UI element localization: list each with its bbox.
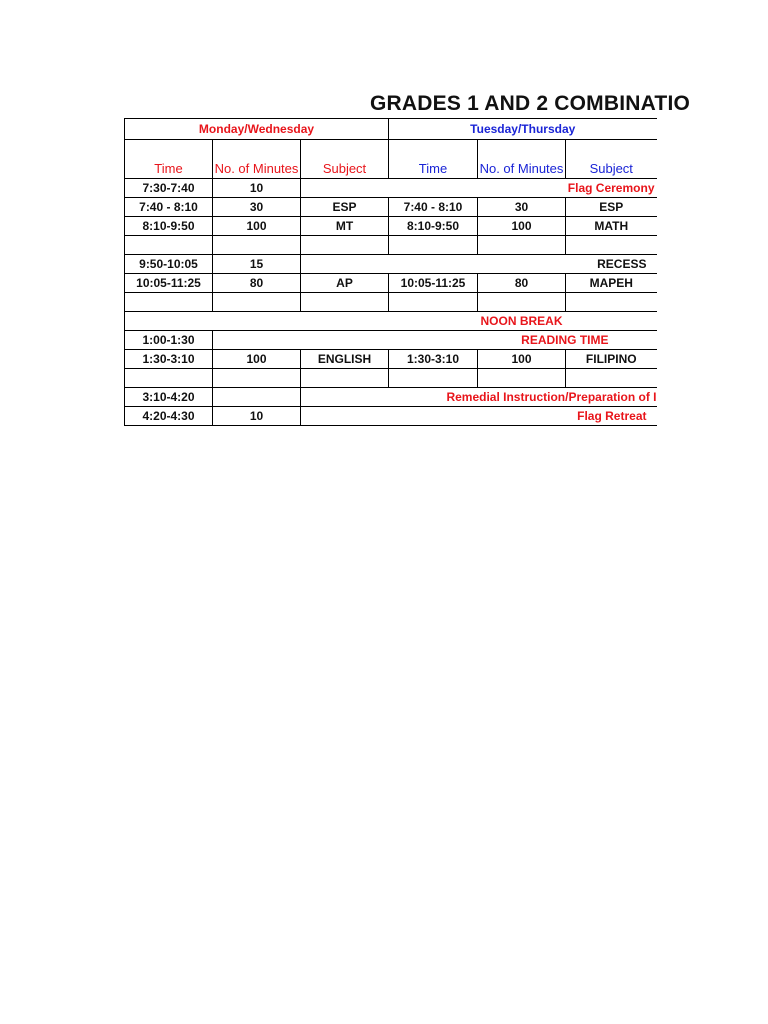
row-tt-minutes: 100 xyxy=(478,350,566,369)
row-minutes: 30 xyxy=(213,198,301,217)
table-row xyxy=(125,274,657,293)
empty-cell xyxy=(566,236,657,255)
tt-time-header: Time xyxy=(389,140,478,179)
tt-subject-header: Subject xyxy=(566,140,657,179)
reading-time-label: READING TIME xyxy=(213,331,657,350)
row-subject: MT xyxy=(301,217,389,236)
flag-ceremony-label: Flag Ceremony xyxy=(301,179,657,198)
row-tt-time: 1:30-3:10 xyxy=(389,350,478,369)
row-tt-subject: FILIPINO xyxy=(566,350,657,369)
empty-cell xyxy=(389,369,478,388)
row-tt-time: 7:40 - 8:10 xyxy=(389,198,478,217)
table-row xyxy=(125,331,657,350)
row-tt-subject: MATH xyxy=(566,217,657,236)
recess-label: RECESS xyxy=(301,255,657,274)
table-row xyxy=(125,350,657,369)
tt-minutes-header: No. of Minutes xyxy=(478,140,566,179)
flag-retreat-label: Flag Retreat xyxy=(301,407,657,426)
table-row xyxy=(125,179,657,198)
row-minutes: 15 xyxy=(213,255,301,274)
empty-cell xyxy=(125,369,213,388)
mw-time-header: Time xyxy=(125,140,213,179)
table-row xyxy=(125,255,657,274)
row-time: 1:00-1:30 xyxy=(125,331,213,350)
row-tt-time: 8:10-9:50 xyxy=(389,217,478,236)
empty-cell xyxy=(125,236,213,255)
empty-row xyxy=(125,236,657,255)
row-minutes: 80 xyxy=(213,274,301,293)
tuesday-thursday-header: Tuesday/Thursday xyxy=(389,119,657,140)
row-minutes: 100 xyxy=(213,217,301,236)
empty-cell xyxy=(301,369,389,388)
empty-cell xyxy=(213,369,301,388)
row-time: 10:05-11:25 xyxy=(125,274,213,293)
row-tt-minutes: 30 xyxy=(478,198,566,217)
row-time: 9:50-10:05 xyxy=(125,255,213,274)
table-row xyxy=(125,407,657,426)
row-minutes-empty xyxy=(213,388,301,407)
row-time: 8:10-9:50 xyxy=(125,217,213,236)
row-time: 7:40 - 8:10 xyxy=(125,198,213,217)
noon-break-label: NOON BREAK xyxy=(125,312,657,331)
empty-cell xyxy=(478,236,566,255)
table-row xyxy=(125,198,657,217)
schedule-title: GRADES 1 AND 2 COMBINATIO xyxy=(370,92,691,115)
class-schedule-table xyxy=(124,118,657,426)
empty-cell xyxy=(478,293,566,312)
monday-wednesday-header: Monday/Wednesday xyxy=(125,119,389,140)
remedial-label: Remedial Instruction/Preparation of I xyxy=(301,388,657,407)
row-time: 3:10-4:20 xyxy=(125,388,213,407)
row-tt-subject: ESP xyxy=(566,198,657,217)
column-header-row xyxy=(125,140,657,179)
empty-row xyxy=(125,293,657,312)
mw-minutes-header: No. of Minutes xyxy=(213,140,301,179)
row-time: 4:20-4:30 xyxy=(125,407,213,426)
empty-cell xyxy=(389,293,478,312)
empty-cell xyxy=(213,236,301,255)
table-row xyxy=(125,388,657,407)
row-subject: ESP xyxy=(301,198,389,217)
table-row xyxy=(125,312,657,331)
empty-cell xyxy=(301,293,389,312)
empty-cell xyxy=(389,236,478,255)
empty-cell xyxy=(301,236,389,255)
row-subject: ENGLISH xyxy=(301,350,389,369)
empty-cell xyxy=(566,369,657,388)
row-minutes: 10 xyxy=(213,407,301,426)
empty-cell xyxy=(213,293,301,312)
empty-cell xyxy=(478,369,566,388)
row-tt-minutes: 100 xyxy=(478,217,566,236)
row-minutes: 100 xyxy=(213,350,301,369)
row-time: 7:30-7:40 xyxy=(125,179,213,198)
empty-row xyxy=(125,369,657,388)
row-tt-time: 10:05-11:25 xyxy=(389,274,478,293)
row-tt-subject: MAPEH xyxy=(566,274,657,293)
row-minutes: 10 xyxy=(213,179,301,198)
row-tt-minutes: 80 xyxy=(478,274,566,293)
empty-cell xyxy=(566,293,657,312)
row-subject: AP xyxy=(301,274,389,293)
row-time: 1:30-3:10 xyxy=(125,350,213,369)
empty-cell xyxy=(125,293,213,312)
day-header-row xyxy=(125,119,657,140)
table-row xyxy=(125,217,657,236)
mw-subject-header: Subject xyxy=(301,140,389,179)
